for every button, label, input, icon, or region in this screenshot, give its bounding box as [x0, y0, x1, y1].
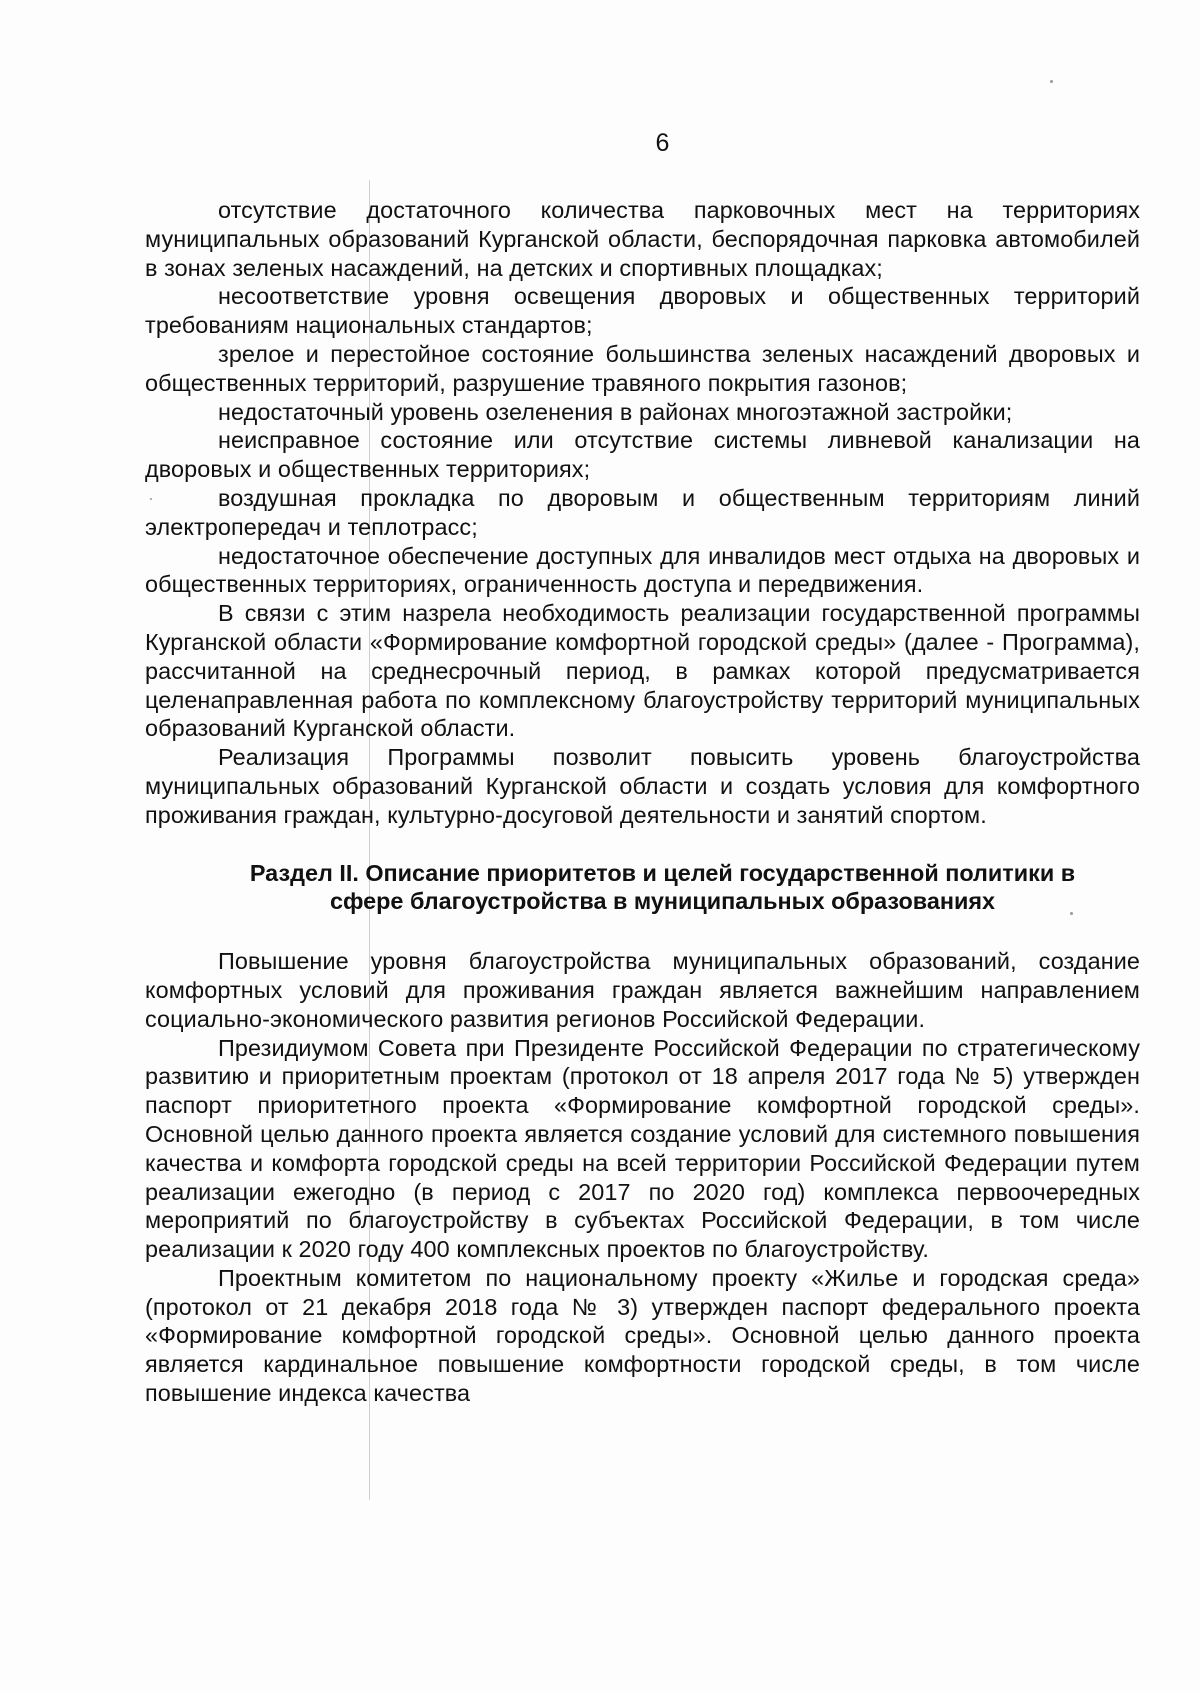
paragraph: воздушная прокладка по дворовым и общественным территориям линий электропередач и теплотрасс; — [145, 484, 1140, 540]
paragraph: отсутствие достаточного количества парковочных мест на территориях муниципальных образований Курганской области, беспорядочная парковка автомобилей в зонах зеленых насаждений, на детских и спортивных площадках; — [145, 197, 1140, 281]
paragraph: Повышение уровня благоустройства муниципальных образований, создание комфортных условий для проживания граждан является важнейшим направлением социально-экономического развития регионов Российской Федерации. — [145, 948, 1140, 1032]
paragraph: Проектным комитетом по национальному проекту «Жилье и городская среда» (протокол от 21 декабря 2018 года № 3) утвержден паспорт федерального проекта «Формирование комфортной городской среды». Основной целью данного проекта является кардинальное повышение комфортности городской среды, в том числе повышение индекса качества — [145, 1264, 1140, 1407]
section-heading-line: сфере благоустройства в муниципальных образованиях — [329, 888, 996, 915]
body-text-after — [145, 947, 1140, 1408]
paragraph: В связи с этим назрела необходимость реализации государственной программы Курганской области «Формирование комфортной городской среды» (далее - Программа), рассчитанной на среднесрочный период, в рамках которой предусматривается целенаправленная работа по комплексному благоустройству территорий муниципальных образований Курганской области. — [145, 600, 1140, 742]
scan-dust-mark — [150, 498, 152, 500]
paragraph: Реализация Программы позволит повысить уровень благоустройства муниципальных образований Курганской области и создать условия для комфортного проживания граждан, культурно-досуговой деятельности и занятий спортом. — [145, 744, 1140, 828]
section-heading — [145, 859, 1140, 917]
section-heading-line: Раздел II. Описание приоритетов и целей государственной политики в — [249, 859, 1076, 886]
scan-dust-mark — [1050, 80, 1053, 83]
paragraph: неисправное состояние или отсутствие системы ливневой канализации на дворовых и общественных территориях; — [145, 427, 1140, 483]
paragraph: зрелое и перестойное состояние большинства зеленых насаждений дворовых и общественных территорий, разрушение травяного покрытия газонов; — [145, 340, 1140, 396]
paragraph: недостаточное обеспечение доступных для инвалидов мест отдыха на дворовых и общественных территориях, ограниченность доступа и передвижения. — [145, 542, 1140, 598]
page-number: 6 — [655, 129, 670, 157]
paragraph: недостаточный уровень озеленения в районах многоэтажной застройки; — [218, 398, 1013, 425]
scan-dust-mark — [1070, 912, 1073, 915]
body-text-before — [145, 196, 1140, 830]
scan-fold-line — [369, 180, 370, 1500]
paragraph: несоответствие уровня освещения дворовых и общественных территорий требованиям национальных стандартов; — [145, 283, 1140, 339]
paragraph: Президиумом Совета при Президенте Российской Федерации по стратегическому развитию и приоритетным проектам (протокол от 18 апреля 2017 года № 5) утвержден паспорт приоритетного проекта «Формирование комфортной городской среды». Основной целью данного проекта является создание условий для системного повышения качества и комфорта городской среды на всей территории Российской Федерации путем реализации ежегодно (в период с 2017 по 2020 год) комплекса первоочередных мероприятий по благоустройству в субъектах Российской Федерации, в том числе реализации к 2020 году 400 комплексных проектов по благоустройству. — [145, 1034, 1140, 1263]
